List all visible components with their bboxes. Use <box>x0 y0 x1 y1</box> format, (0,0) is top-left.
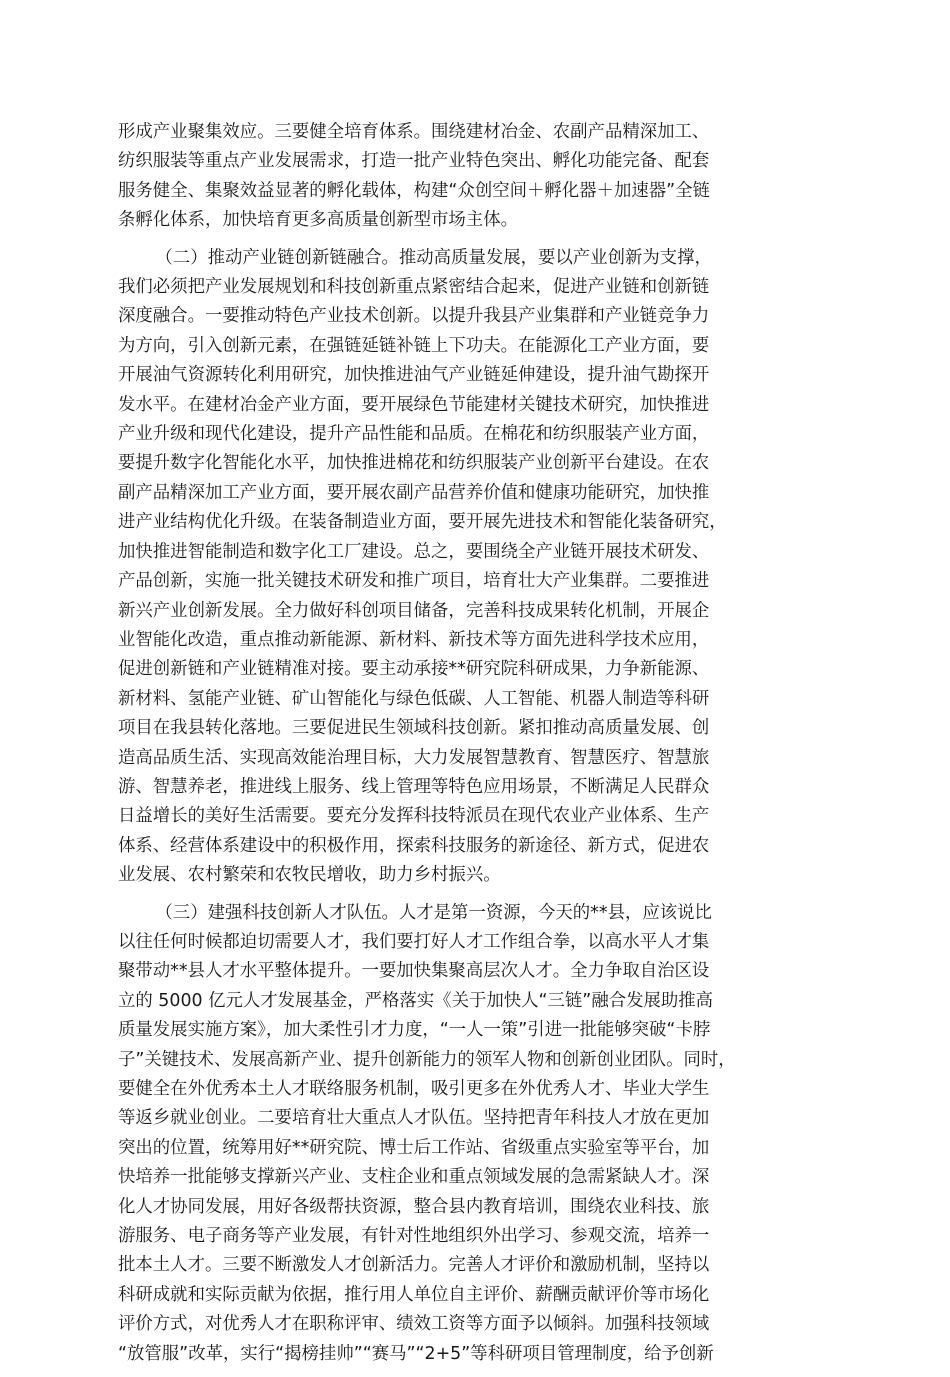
text-line: 快培养一批能够支撑新兴产业、支柱企业和重点领域发展的急需紧缺人才。深 <box>118 1167 710 1188</box>
text-line: 业智能化改造，重点推动新能源、新材料、新技术等方面先进科学技术应用， <box>118 629 710 650</box>
text-line: 以往任何时候都迫切需要人才，我们要打好人才工作组合拳，以高水平人才集 <box>118 931 710 952</box>
document-page <box>118 118 830 1377</box>
text-line: 产业升级和现代化建设，提升产品性能和品质。在棉花和纺织服装产业方面， <box>118 424 710 445</box>
text-line: 进产业结构优化升级。在装备制造业方面，要开展先进技术和智能化装备研究， <box>118 512 727 533</box>
text-line: 游服务、电子商务等产业发展，有针对性地组织外出学习、参观交流，培养一 <box>118 1226 710 1247</box>
text-line: 产品创新，实施一批关键技术研发和推广项目，培育壮大产业集群。二要推进 <box>118 571 710 592</box>
text-line: 新兴产业创新发展。全力做好科创项目储备，完善科技成果转化机制，开展企 <box>118 600 710 621</box>
text-line: 批本土人才。三要不断激发人才创新活力。完善人才评价和激励机制，坚持以 <box>118 1255 710 1276</box>
paragraph-talent-team <box>118 899 830 1370</box>
text-line: 副产品精深加工产业方面，要开展农副产品营养价值和健康功能研究，加快推 <box>118 482 710 503</box>
text-line: 突出的位置，统筹用好**研究院、博士后工作站、省级重点实验室等平台，加 <box>118 1137 710 1158</box>
text-line: 形成产业聚集效应。三要健全培育体系。围绕建材冶金、农副产品精深加工、 <box>118 122 710 142</box>
text-line: 要提升数字化智能化水平，加快推进棉花和纺织服装产业创新平台建设。在农 <box>118 453 710 474</box>
text-line: 化人才协同发展，用好各级帮扶资源，整合县内教育培训，围绕农业科技、旅 <box>118 1196 710 1217</box>
text-line: 要健全在外优秀本土人才联络服务机制，吸引更多在外优秀人才、毕业大学生 <box>118 1079 710 1099</box>
text-line: 造高品质生活、实现高效能治理目标，大力发展智慧教育、智慧医疗、智慧旅 <box>118 747 710 768</box>
text-line: 条孵化体系，加快培育更多高质量创新型市场主体。 <box>118 210 518 231</box>
text-line: 发水平。在建材冶金产业方面，要开展绿色节能建材关键技术研究，加快推进 <box>118 394 710 415</box>
text-line: 科研成就和实际贡献为依据，推行用人单位自主评价、薪酬贡献评价等市场化 <box>118 1284 710 1305</box>
text-line: 开展油气资源转化利用研究，加快推进油气产业链延伸建设，提升油气勘探开 <box>118 365 710 386</box>
text-line: 项目在我县转化落地。三要促进民生领域科技创新。紧扣推动高质量发展、创 <box>118 718 710 739</box>
paragraph-industry-innovation-chain <box>118 244 830 891</box>
text-line: 我们必须把产业发展规划和科技创新重点紧密结合起来，促进产业链和创新链 <box>118 277 710 298</box>
text-line: 业发展、农村繁荣和农牧民增收，助力乡村振兴。 <box>118 865 501 886</box>
text-line: （三）建强科技创新人才队伍。人才是第一资源，今天的**县，应该说比 <box>155 902 712 923</box>
text-line: 质量发展实施方案》，加大柔性引才力度，“一人一策”引进一批能够突破“卡脖 <box>118 1020 711 1041</box>
text-line: 促进创新链和产业链精准对接。要主动承接**研究院科研成果，力争新能源、 <box>118 659 710 680</box>
text-line: 新材料、氢能产业链、矿山智能化与绿色低碳、人工智能、机器人制造等科研 <box>118 688 710 709</box>
text-line: 等返乡就业创业。二要培育壮大重点人才队伍。坚持把青年科技人才放在更加 <box>118 1108 710 1129</box>
text-line: 深度融合。一要推动特色产业技术创新。以提升我县产业集群和产业链竞争力 <box>118 306 710 327</box>
text-line: 立的 5000 亿元人才发展基金，严格落实《关于加快人“三链”融合发展助推高 <box>118 990 714 1011</box>
text-line: 子”关键技术、发展高新产业、提升创新能力的领军人物和创新创业团队。同时， <box>118 1049 736 1070</box>
text-line: 聚带动**县人才水平整体提升。一要加快集聚高层次人才。全力争取自治区设 <box>118 961 710 982</box>
text-line: 日益增长的美好生活需要。要充分发挥科技特派员在现代农业产业体系、生产 <box>118 806 710 827</box>
text-line: 游、智慧养老，推进线上服务、线上管理等特色应用场景，不断满足人民群众 <box>118 776 710 797</box>
text-line: （二）推动产业链创新链融合。推动高质量发展，要以产业创新为支撑， <box>155 247 712 268</box>
text-line: 纺织服装等重点产业发展需求，打造一批产业特色突出、孵化功能完备、配套 <box>118 151 710 172</box>
text-line: 加快推进智能制造和数字化工厂建设。总之，要围绕全产业链开展技术研发、 <box>118 541 710 562</box>
paragraph-incubation-system <box>118 118 830 236</box>
text-line: “放管服”改革，实行“揭榜挂帅”“赛马”“2+5”等科研项目管理制度，给予创新 <box>118 1343 714 1364</box>
text-line: 评价方式，对优秀人才在职称评审、绩效工资等方面予以倾斜。加强科技领域 <box>118 1314 710 1335</box>
text-line: 服务健全、集聚效益显著的孵化载体，构建“众创空间＋孵化器＋加速器”全链 <box>118 180 710 201</box>
text-line: 为方向，引入创新元素，在强链延链补链上下功夫。在能源化工产业方面，要 <box>118 335 710 356</box>
text-line: 体系、经营体系建设中的积极作用，探索科技服务的新途径、新方式，促进农 <box>118 835 710 856</box>
